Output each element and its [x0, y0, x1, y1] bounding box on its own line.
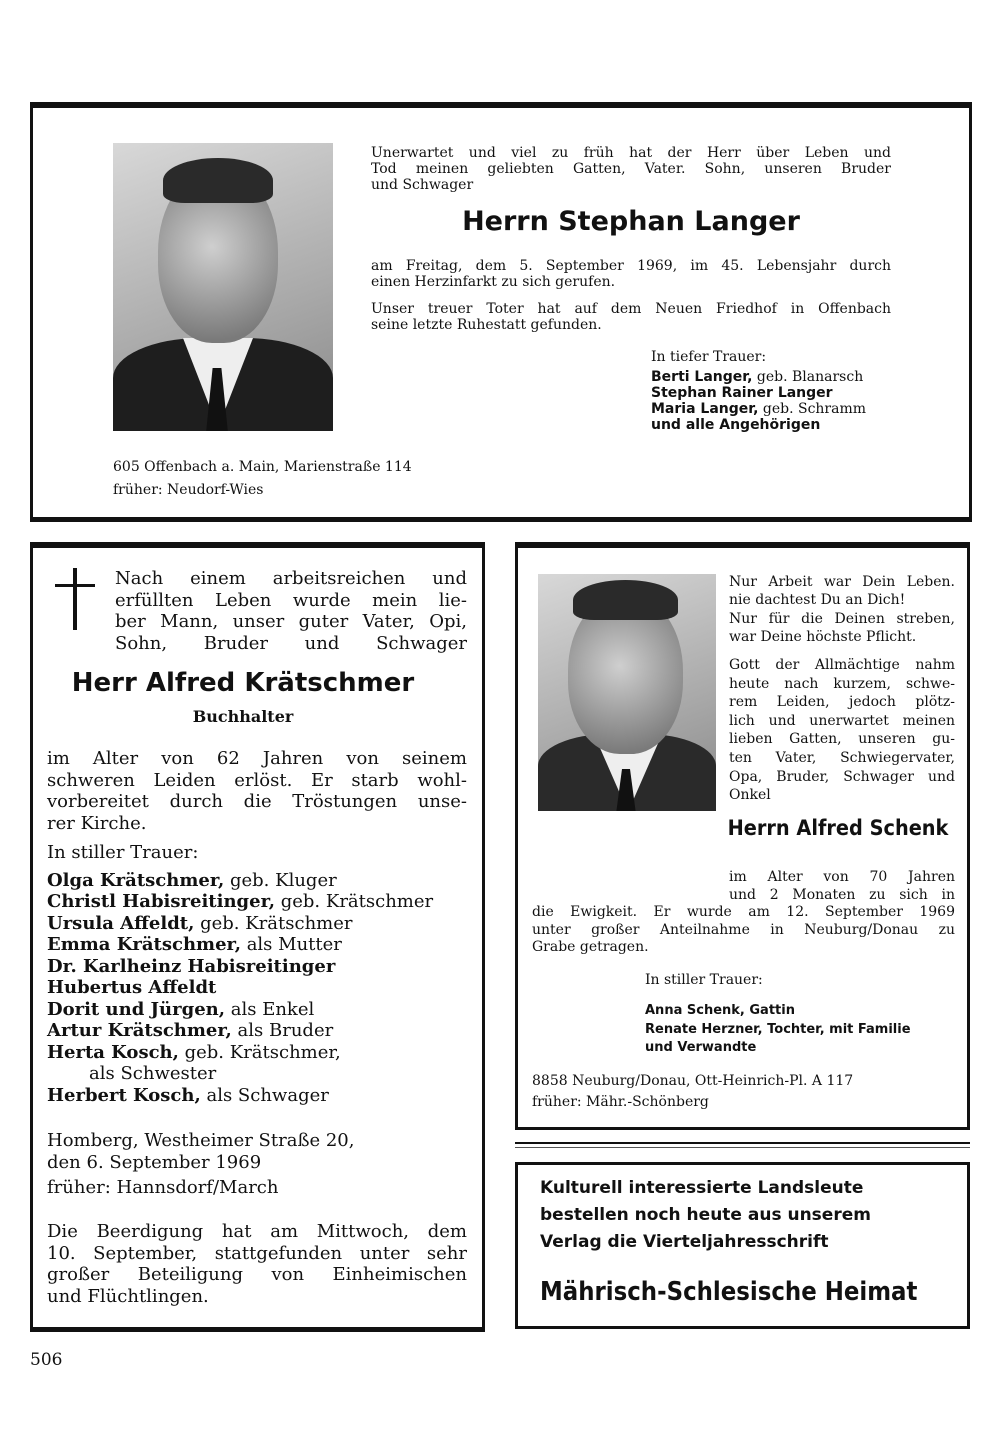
age-text: im Alter von 70 Jahren und 2 Monaten zu sich in — [729, 869, 955, 903]
deceased-name: Herrn Stephan Langer — [462, 206, 800, 237]
mourners-list: Anna Schenk, Gattin Renate Herzner, Tochter, mit Familie und Verwandte — [645, 1003, 911, 1055]
mourners-list: In stiller Trauer: Olga Krätschmer, geb. Kluger Christl Habisreitinger, geb. Krätschmer Ursula Affeldt, geb. Krätschmer Emma Krätschmer, als Mutter Dr. Karlheinz Habisreitinger Hubertus Affeldt Dorit und Jürgen, als Enkel Artur Krätschmer, als Bruder Herta Kosch, geb. Krätschmer, als Schwester Herbert Kosch, als Schwager — [47, 842, 434, 1106]
deceased-name: Herr Alfred Krätschmer — [71, 668, 415, 698]
intro-text: Nach einem arbeitsreichen und erfüllten Leben wurde mein lie- ber Mann, unser guter Vater, Opi, Sohn, Bruder und Schwager — [115, 568, 467, 654]
ad-text: Kulturell interessierte Landsleute bestellen noch heute aus unserem Verlag die Vierteljahresschrift — [540, 1178, 871, 1252]
funeral-text: Die Beerdigung hat am Mittwoch, dem 10. September, stattgefunden unter sehr großer Beteiligung von Einheimischen und Flüchtlingen. — [47, 1221, 467, 1307]
deceased-name: Herrn Alfred Schenk — [727, 816, 949, 840]
advertisement-box — [515, 1162, 970, 1329]
address: 605 Offenbach a. Main, Marienstraße 114 früher: Neudorf-Wies — [113, 459, 412, 498]
mourning-label: In stiller Trauer: — [645, 972, 763, 988]
poem: Nur Arbeit war Dein Leben. nie dachtest Du an Dich! Nur für die Deinen streben, war Deine höchste Pflicht. — [729, 574, 955, 645]
divider — [515, 1147, 970, 1148]
portrait-photo-stephan-langer — [113, 143, 333, 431]
obituary-stephan-langer — [30, 102, 972, 522]
burial-text: die Ewigkeit. Er wurde am 12. September 1969 unter großer Anteilnahme in Neuburg/Donau zu Grabe getragen. — [532, 904, 955, 955]
death-text: Gott der Allmächtige nahm heute nach kurzem, schwe- rem Leiden, jedoch plötz- lich und unerwartet meinen lieben Gatten, unseren gu- ten Vater, Schwiegervater, Opa, Bruder, Schwager und Onkel — [729, 657, 955, 804]
address: Homberg, Westheimer Straße 20, den 6. September 1969 früher: Hannsdorf/March — [47, 1130, 355, 1198]
ad-title: Mährisch-Schlesische Heimat — [540, 1277, 918, 1307]
address: 8858 Neuburg/Donau, Ott-Heinrich-Pl. A 117 früher: Mähr.-Schönberg — [532, 1073, 854, 1110]
burial-text: Unser treuer Toter hat auf dem Neuen Friedhof in Offenbach seine letzte Ruhestatt gefunden. — [371, 301, 891, 333]
divider — [515, 1142, 970, 1144]
page-number: 506 — [30, 1350, 63, 1370]
profession: Buchhalter — [192, 707, 294, 726]
obituary-alfred-schenk — [515, 542, 970, 1130]
mourners-list: In tiefer Trauer: Berti Langer, geb. Blanarsch Stephan Rainer Langer Maria Langer, geb. Schramm und alle Angehörigen — [651, 349, 867, 433]
cross-icon — [55, 568, 95, 630]
death-text: am Freitag, dem 5. September 1969, im 45. Lebensjahr durch einen Herzinfarkt zu sich gerufen. — [371, 258, 891, 290]
death-text: im Alter von 62 Jahren von seinem schweren Leiden erlöst. Er starb wohl- vorbereitet durch die Tröstungen unse- rer Kirche. — [47, 748, 467, 834]
portrait-photo-alfred-schenk — [538, 574, 716, 811]
obituary-alfred-kraetschmer — [30, 542, 485, 1332]
intro-text: Unerwartet und viel zu früh hat der Herr über Leben und Tod meinen geliebten Gatten, Vater. Sohn, unseren Bruder und Schwager — [371, 145, 891, 193]
